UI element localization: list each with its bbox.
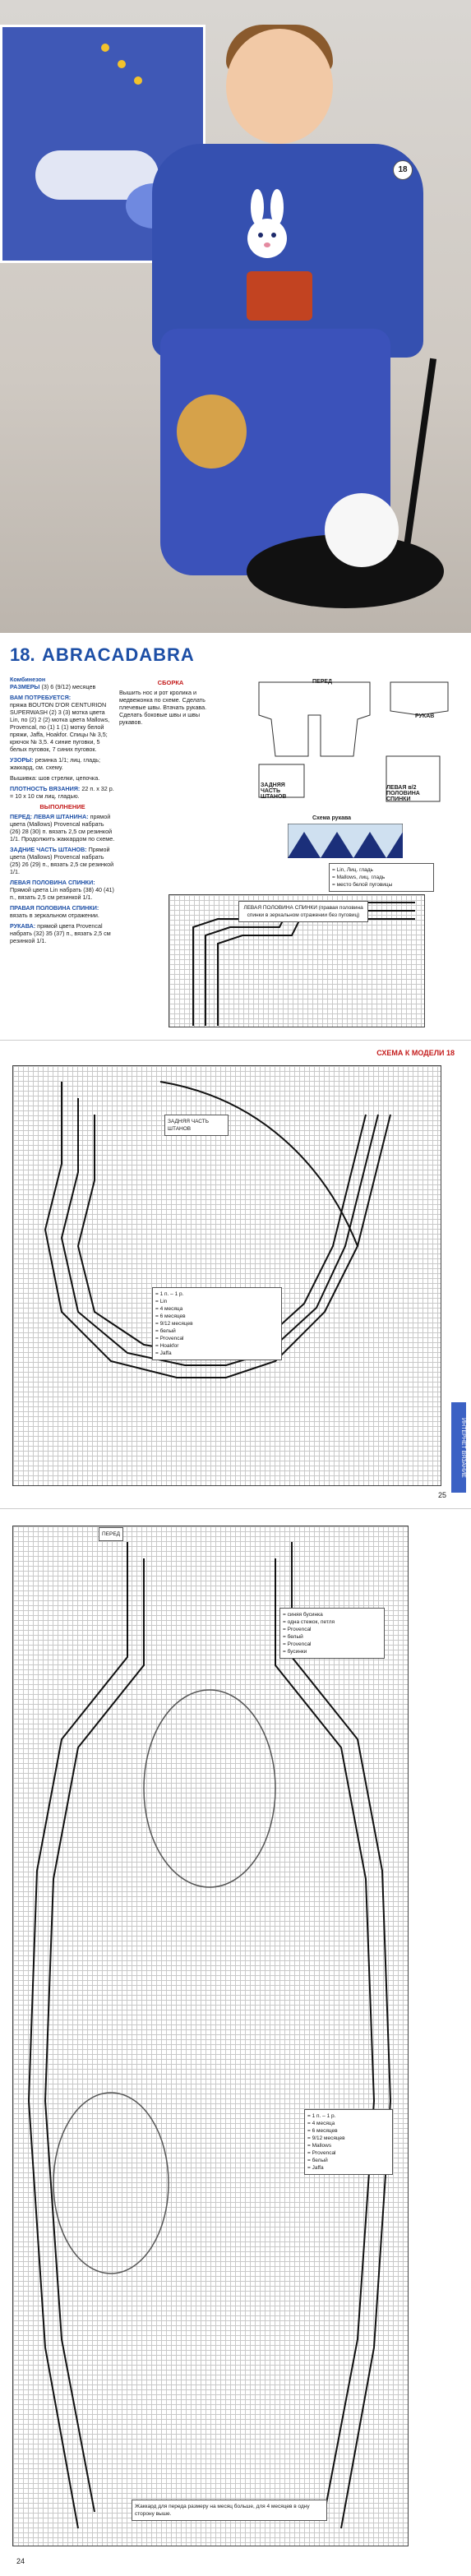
diagram-label-back-legs: ЗАДНЯЯ ЧАСТЬ ШТАНОВ <box>261 782 287 800</box>
front-chart-label: ПЕРЕД <box>99 1527 123 1541</box>
diagram-label-front: ПЕРЕД <box>312 679 333 685</box>
back-legs-legend <box>152 1287 282 1360</box>
child-face <box>226 29 333 144</box>
bunny-vest <box>247 271 312 321</box>
legend-item: = Provencal <box>155 1336 184 1341</box>
front-leg-text: прямой цвета (Mallows) Provencal набрать (26) 28 (30) п. вязать 2,5 см резинкой 1/1. Продолжить жаккардом по схеме. <box>10 813 115 843</box>
materials-heading: ВАМ ПОТРЕБУЕТСЯ: <box>10 694 72 701</box>
legend-item: = 1 п. – 1 р. <box>307 2113 336 2119</box>
right-back-heading: ПРАВАЯ ПОЛОВИНА СПИНКИ: <box>10 904 99 912</box>
sleeve-chart <box>288 824 403 858</box>
diagram-label-sleeve: РУКАВ <box>415 713 435 719</box>
back-legs-heading: ЗАДНИЕ ЧАСТЬ ШТАНОВ: <box>10 846 87 853</box>
execution-heading: ВЫПОЛНЕНИЕ <box>39 803 85 810</box>
sizes-heading: Комбинезон <box>10 676 46 683</box>
page-number: 25 <box>437 1491 446 1499</box>
sleeves-text: прямой цвета Provencal набрать (32) 35 (37) п., вязать 2,5 см резинкой 1/1. <box>10 922 111 944</box>
magic-wand <box>400 358 436 571</box>
density-heading: ПЛОТНОСТЬ ВЯЗАНИЯ: <box>10 785 81 792</box>
front-chart-outline <box>12 1526 407 2545</box>
left-back-text: Прямой цвета Lin набрать (38) 40 (41) п., вязать 2,5 см резинкой 1/1. <box>10 886 114 901</box>
instructions-column-1 <box>10 676 115 948</box>
legend-item: = Mallows <box>307 2143 332 2149</box>
scheme-title: СХЕМА К МОДЕЛИ 18 <box>376 1049 455 1057</box>
model-number-badge: 18 <box>393 160 413 180</box>
legend-item: = синяя бусинка <box>283 1612 323 1618</box>
left-back-chart-title: ЛЕВАЯ ПОЛОВИНА СПИНКИ (правая половина спинки в зеркальном отражении без пуговиц) <box>238 901 368 922</box>
embroidery-text: Вышивка: шов стрелки, цепочка. <box>10 774 100 782</box>
legend-item: = Provencal <box>283 1641 312 1647</box>
front-legend-top <box>279 1608 385 1659</box>
legend-item: = Hoakfor <box>155 1343 179 1349</box>
legend-item: = белый <box>283 1634 303 1640</box>
density-text: 22 п. х 32 р. = 10 х 10 см лиц. гладью. <box>10 785 114 800</box>
sizes-label: РАЗМЕРЫ <box>10 683 40 690</box>
sleeve-chart-label: Схема рукава <box>312 815 352 821</box>
legend-item: = место белой пуговицы <box>332 882 393 888</box>
legend-item: = 4 месяца <box>307 2121 335 2126</box>
materials-text: пряжа BOUTON D'OR CENTURION SUPERWASH (2) 3 (3) мотка цвета Lin, по (2) 2 (2) мотка цвета Mallows, Provencal, по (1) 1 (1) мотку белой пряжи, Jaffa, Hoakfor. Спицы № 3,5; крючок № 3,5. 4 синие пуговки, 5 белых пуговок, 7 синих пуговок. <box>10 701 110 753</box>
legend-item: = бусинки <box>283 1649 307 1655</box>
sleeve-chart-legend <box>329 863 434 892</box>
back-legs-text: Прямой цвета (Mallows) Provencal набрать (25) 26 (29) п., вязать 2,5 см резинкой 1/1. <box>10 846 114 875</box>
legend-item: = белый <box>155 1328 176 1334</box>
instructions-column-2 <box>119 676 222 729</box>
legend-item: = 1 п. – 1 р. <box>155 1291 184 1297</box>
legend-item: = 9/12 месяцев <box>307 2135 345 2141</box>
chart-page-24 <box>0 1508 471 2576</box>
legend-item: = Provencal <box>283 1627 312 1632</box>
legend-item: = одна стежок, петля <box>283 1619 335 1625</box>
front-chart-note: Жаккард для переда размеру на месяц больше, для 4 месяцев в одну сторону выше. <box>132 2500 327 2521</box>
legend-item: = 9/12 месяцев <box>155 1321 193 1327</box>
bunny-motif <box>234 189 300 279</box>
legend-item: = 6 месяцев <box>155 1313 186 1319</box>
article-name: ABRACADABRA <box>42 644 195 665</box>
chart-page-25 <box>0 1040 471 1509</box>
bear-motif <box>177 395 247 469</box>
front-leg-heading: ПЕРЕД: ЛЕВАЯ ШТАНИНА: <box>10 813 89 820</box>
legend-item: = Jaffa <box>155 1350 172 1356</box>
legend-item: = Provencal <box>307 2150 336 2156</box>
legend-item: = 6 месяцев <box>307 2128 338 2134</box>
back-legs-label: ЗАДНЯЯ ЧАСТЬ ШТАНОВ <box>164 1115 229 1136</box>
patterns-heading: УЗОРЫ: <box>10 756 34 764</box>
page-number: 24 <box>16 2557 25 2565</box>
legend-item: = 4 месяца <box>155 1306 183 1312</box>
legend-item: = Lin <box>155 1299 168 1304</box>
side-tag: ИНТЕРНЕТ ВЯЗАНИЕ <box>451 1402 466 1493</box>
patterns-text: резинка 1/1; лиц. гладь; жаккард, см. схему. <box>10 756 101 771</box>
assembly-heading: СБОРКА <box>157 679 184 686</box>
instructions-page <box>0 633 471 1040</box>
right-back-text: вязать в зеркальном отражении. <box>10 912 99 919</box>
diagram-label-left-back: ЛЕВАЯ в/2 ПОЛОВИНА СПИНКИ <box>386 785 420 802</box>
legend-item: = белый <box>307 2158 328 2163</box>
assembly-text: Вышить нос и рот кролика и медвежонка по схеме. Сделать плечевые швы. Втачать рукава. Сделать боковые швы и швы рукавов. <box>119 689 207 726</box>
bunny-toy <box>325 493 399 567</box>
article-title <box>10 644 195 666</box>
product-photo <box>0 0 471 633</box>
legend-item: = Mallows, лиц. гладь <box>332 875 386 880</box>
legend-item: = Lin, Лиц. гладь <box>332 867 373 873</box>
sizes-value: (3) 6 (9/12) месяцев <box>41 683 96 690</box>
front-legend-bottom <box>304 2109 393 2175</box>
legend-item: = Jaffa <box>307 2165 324 2171</box>
article-number: 18. <box>10 644 35 665</box>
left-back-heading: ЛЕВАЯ ПОЛОВИНА СПИНКИ: <box>10 879 95 886</box>
sleeves-heading: РУКАВА: <box>10 922 36 930</box>
